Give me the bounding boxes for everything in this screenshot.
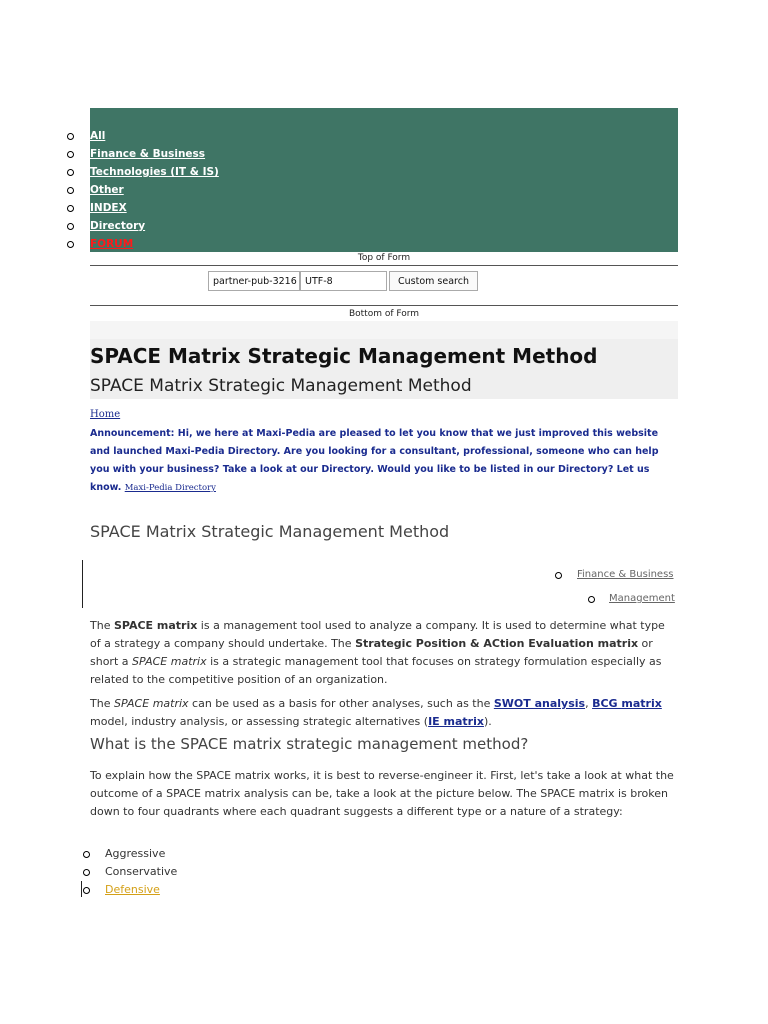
nav-link-forum[interactable]: FORUM	[90, 238, 134, 250]
text-run: SPACE matrix	[113, 619, 198, 632]
nav-link-index[interactable]: INDEX	[90, 202, 127, 214]
title-top-band	[90, 321, 678, 339]
page-title: SPACE Matrix Strategic Management Method	[90, 344, 598, 368]
form-top-label: Top of Form	[357, 253, 411, 263]
paragraph-explain: To explain how the SPACE matrix works, it is best to reverse-engineer it. First, let's take a look at what the outcome of a SPACE matrix analysis can be, take a look at the picture below. The SPACE matrix is broken down to four quadrants where each quadrant suggests a different type or a nature of a strategy:	[90, 769, 674, 818]
article-heading: SPACE Matrix Strategic Management Method	[90, 522, 450, 541]
encoding-field[interactable]: UTF-8	[300, 271, 387, 291]
text-run: model, industry analysis, or assessing strategic alternatives (	[90, 715, 429, 728]
page-subtitle: SPACE Matrix Strategic Management Method	[90, 376, 472, 396]
bullet-icon	[67, 151, 74, 158]
bullet-icon	[83, 887, 90, 894]
paragraph-intro	[90, 617, 678, 689]
directory-link[interactable]: Maxi-Pedia Directory	[124, 483, 216, 493]
bullet-icon	[83, 869, 90, 876]
text-cursor	[82, 560, 83, 608]
announcement-text: Announcement: Hi, we here at Maxi-Pedia are pleased to let you know that we just improved this website and launched Maxi-Pedia Directory. Are you looking for a consultant, professional, someone who can help you with your business? Take a look at our Directory. Would you like to be listed in our Directory? Let us know.	[90, 428, 659, 493]
quadrant-conservative: Conservative	[105, 865, 178, 878]
bullet-icon	[67, 241, 74, 248]
text-run: is a strategic management tool that focuses on strategy formulation especially as related to the competitive position of an organization.	[90, 655, 662, 686]
nav-link-other[interactable]: Other	[90, 184, 124, 196]
bullet-icon	[67, 205, 74, 212]
bullet-icon	[67, 187, 74, 194]
bullet-icon	[67, 133, 74, 140]
text-run: SPACE matrix	[113, 697, 189, 710]
quadrant-defensive-link[interactable]: Defensive	[105, 883, 160, 896]
nav-link-technologies[interactable]: Technologies (IT & IS)	[90, 166, 219, 178]
bullet-icon	[588, 596, 595, 603]
text-run: SPACE matrix	[132, 655, 207, 668]
section-heading: What is the SPACE matrix strategic management method?	[90, 735, 529, 753]
client-id-field[interactable]: partner-pub-3216	[208, 271, 300, 291]
bullet-icon	[67, 223, 74, 230]
quadrant-aggressive: Aggressive	[105, 847, 166, 860]
announcement	[90, 425, 678, 497]
text-run: The	[90, 697, 114, 710]
category-finance-link[interactable]: Finance & Business	[577, 569, 674, 580]
text-cursor	[81, 881, 82, 897]
form-bottom-label: Bottom of Form	[348, 309, 420, 319]
nav-link-directory[interactable]: Directory	[90, 220, 146, 232]
text-run: ,	[585, 697, 593, 710]
bullet-icon	[67, 169, 74, 176]
text-run: Strategic Position & ACtion Evaluation matrix	[355, 637, 639, 650]
ie-matrix-link[interactable]: IE matrix	[428, 715, 484, 728]
text-run: The	[90, 619, 114, 632]
bullet-icon	[555, 572, 562, 579]
nav-link-all[interactable]: All	[90, 130, 106, 142]
bullet-icon	[83, 851, 90, 858]
bcg-matrix-link[interactable]: BCG matrix	[592, 697, 662, 710]
category-management-link[interactable]: Management	[609, 593, 675, 604]
divider	[90, 305, 678, 306]
text-run: or short a	[90, 637, 653, 668]
text-run: can be used as a basis for other analyses, such as the	[188, 697, 494, 710]
paragraph-analyses	[90, 695, 678, 731]
custom-search-button[interactable]: Custom search	[389, 271, 478, 291]
swot-analysis-link[interactable]: SWOT analysis	[493, 697, 586, 710]
nav-link-finance[interactable]: Finance & Business	[90, 148, 206, 160]
text-run: ).	[483, 715, 492, 728]
text-run: is a management tool used to analyze a company. It is used to determine what type of a strategy a company should undertake. The	[90, 619, 665, 650]
divider	[90, 265, 678, 266]
home-link[interactable]: Home	[90, 409, 121, 420]
